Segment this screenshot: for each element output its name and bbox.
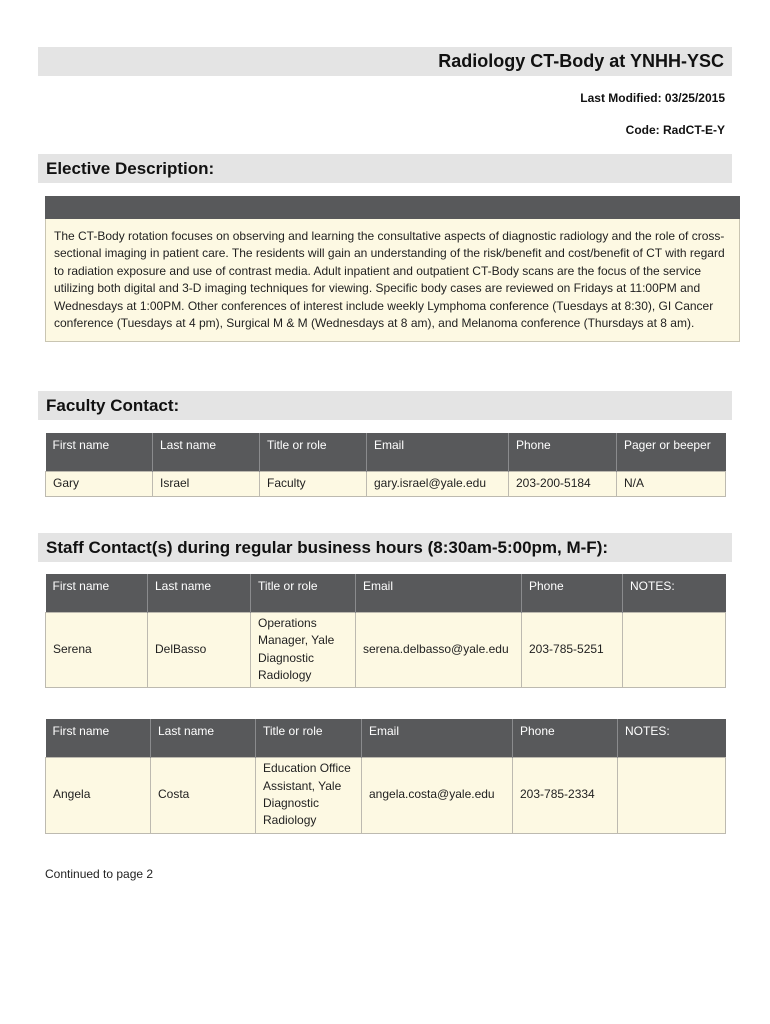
phone-cell: 203-785-2334 [513, 757, 618, 833]
pager-cell: N/A [617, 471, 726, 496]
last-name-cell: DelBasso [148, 612, 251, 687]
column-header: Phone [509, 433, 617, 471]
column-header: Title or role [256, 719, 362, 757]
column-header: Phone [522, 574, 623, 612]
staff-heading: Staff Contact(s) during regular business hours (8:30am-5:00pm, M-F): [46, 537, 609, 557]
first-name-cell: Serena [46, 612, 148, 687]
column-header: First name [46, 433, 153, 471]
description-header [45, 196, 740, 219]
faculty-heading: Faculty Contact: [46, 395, 180, 415]
elective-description-text: The CT-Body rotation focuses on observing and learning the consultative aspects of diagnostic radiology and the role of cross-sectional imaging in patient care. The residents will gain an understanding of the risk/benefit and cost/benefit of CT with regard to radiation exposure and use of contrast media. Adult inpatient and outpatient CT-Body scans are the focus of the service utilizing both digital and 3-D imaging techniques for viewing. Specific body cases are reviewed on Fridays at 11:00PM and Wednesdays at 1:00PM. Other conferences of interest include weekly Lymphoma conference (Tuesdays at 8:30), GI Cancer conference (Tuesdays at 4 pm), Surgical M & M (Wednesdays at 8 am), and Melanoma conference (Thursdays at 8 am). [45, 219, 740, 342]
staff-heading-bar [38, 533, 732, 562]
email-cell[interactable]: gary.israel@yale.edu [367, 471, 509, 496]
title-cell: Education Office Assistant, Yale Diagnostic Radiology [256, 757, 362, 833]
document-title-bar [38, 47, 732, 76]
column-header: Email [362, 719, 513, 757]
continued-note: Continued to page 2 [45, 867, 154, 881]
last-name-cell: Costa [151, 757, 256, 833]
column-header: Title or role [251, 574, 356, 612]
table-row [46, 471, 726, 496]
column-header: Phone [513, 719, 618, 757]
elective-heading-bar [38, 154, 732, 183]
notes-cell [618, 757, 726, 833]
elective-heading: Elective Description: [46, 158, 215, 178]
column-header: First name [46, 719, 151, 757]
code: Code: RadCT-E-Y [625, 123, 725, 137]
notes-cell [623, 612, 726, 687]
column-header: Last name [153, 433, 260, 471]
table-header-row [46, 433, 726, 471]
first-name-cell: Gary [46, 471, 153, 496]
title-cell: Faculty [260, 471, 367, 496]
column-header: Pager or beeper [617, 433, 726, 471]
first-name-cell: Angela [46, 757, 151, 833]
column-header: Last name [151, 719, 256, 757]
column-header: NOTES: [618, 719, 726, 757]
last-name-cell: Israel [153, 471, 260, 496]
column-header: NOTES: [623, 574, 726, 612]
table-row [46, 757, 726, 833]
column-header: Title or role [260, 433, 367, 471]
title-cell: Operations Manager, Yale Diagnostic Radiology [251, 612, 356, 687]
table-header-row [46, 574, 726, 612]
last-modified: Last Modified: 03/25/2015 [580, 91, 725, 105]
faculty-heading-bar [38, 391, 732, 420]
table-row [46, 612, 726, 687]
email-cell[interactable]: serena.delbasso@yale.edu [356, 612, 522, 687]
phone-cell: 203-200-5184 [509, 471, 617, 496]
column-header: First name [46, 574, 148, 612]
faculty-contact-table [45, 433, 726, 497]
elective-description-box [45, 196, 740, 342]
staff-contact-table-2 [45, 719, 726, 834]
column-header: Email [367, 433, 509, 471]
document-title: Radiology CT-Body at YNHH-YSC [438, 51, 724, 71]
email-cell[interactable]: angela.costa@yale.edu [362, 757, 513, 833]
staff-contact-table-1 [45, 574, 726, 688]
phone-cell: 203-785-5251 [522, 612, 623, 687]
column-header: Last name [148, 574, 251, 612]
table-header-row [46, 719, 726, 757]
column-header: Email [356, 574, 522, 612]
